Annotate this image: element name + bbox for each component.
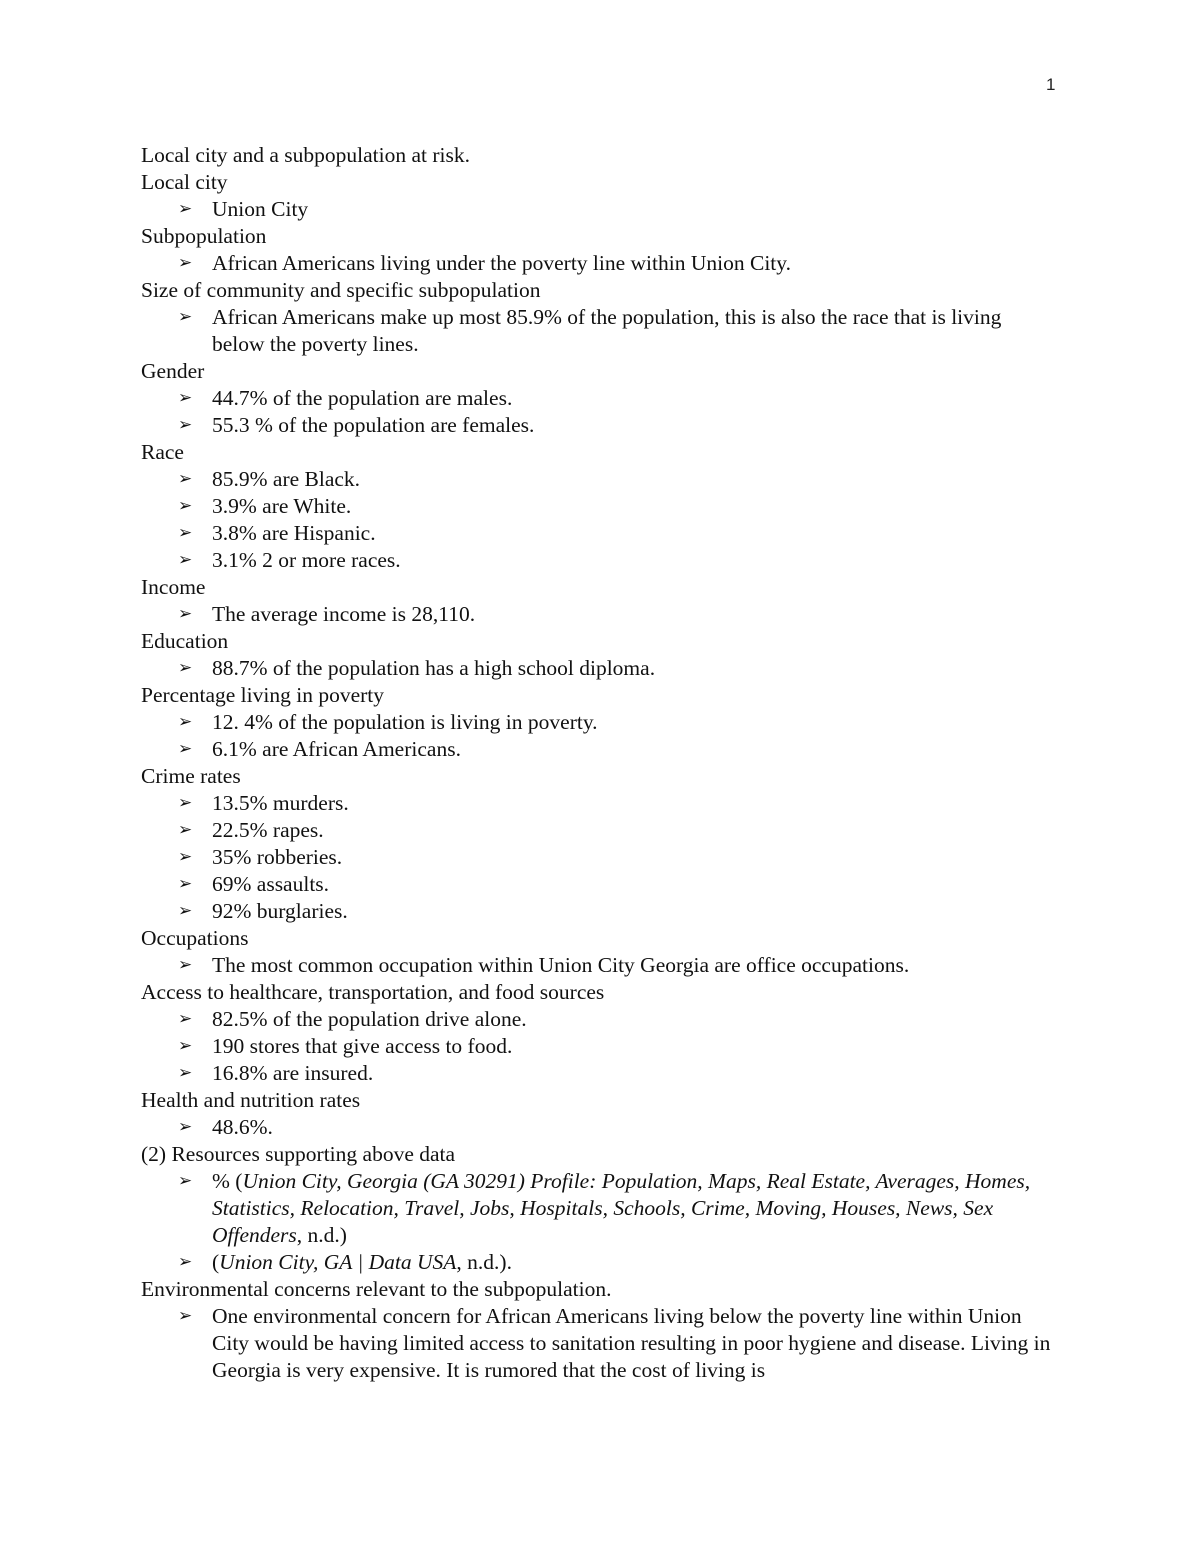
document-body (141, 142, 1051, 1384)
heading-race: Race (141, 440, 184, 464)
list-item: ➢ 88.7% of the population has a high school diploma. (178, 656, 656, 680)
reference-prefix: ( (212, 1250, 220, 1274)
heading-health: Health and nutrition rates (141, 1088, 361, 1112)
arrow-bullet-icon: ➢ (178, 1171, 193, 1191)
reference-prefix: % ( (212, 1169, 243, 1193)
arrow-bullet-icon: ➢ (178, 874, 193, 894)
arrow-bullet-icon: ➢ (178, 469, 193, 489)
list-item: ➢ 22.5% rapes. (178, 818, 324, 842)
list-item: ➢ 3.8% are Hispanic. (178, 521, 376, 545)
heading-subpopulation: Subpopulation (141, 224, 267, 248)
list-item: ➢ Union City (178, 197, 309, 221)
list-item: ➢ 3.9% are White. (178, 494, 352, 518)
document-title: Local city and a subpopulation at risk. (141, 143, 470, 167)
list-item: ➢ 69% assaults. (178, 872, 330, 896)
arrow-bullet-icon: ➢ (178, 1117, 193, 1137)
heading-poverty: Percentage living in poverty (141, 683, 384, 707)
list-item: ➢ 12. 4% of the population is living in poverty. (178, 710, 598, 734)
heading-crime: Crime rates (141, 764, 241, 788)
heading-access: Access to healthcare, transportation, and food sources (141, 980, 605, 1004)
arrow-bullet-icon: ➢ (178, 847, 193, 867)
arrow-bullet-icon: ➢ (178, 388, 193, 408)
list-item: ➢ 3.1% 2 or more races. (178, 548, 401, 572)
arrow-bullet-icon: ➢ (178, 793, 193, 813)
list-item: ➢ 55.3 % of the population are females. (178, 413, 535, 437)
heading-gender: Gender (141, 359, 205, 383)
arrow-bullet-icon: ➢ (178, 658, 193, 678)
list-item: ➢ 85.9% are Black. (178, 467, 361, 491)
list-item: ➢ 6.1% are African Americans. (178, 737, 461, 761)
arrow-bullet-icon: ➢ (178, 739, 193, 759)
list-item: ➢ 13.5% murders. (178, 791, 349, 815)
arrow-bullet-icon: ➢ (178, 415, 193, 435)
arrow-bullet-icon: ➢ (178, 523, 193, 543)
arrow-bullet-icon: ➢ (178, 901, 193, 921)
heading-income: Income (141, 575, 206, 599)
reference-title: Union City, GA | Data USA (219, 1250, 457, 1274)
list-item: ➢ African Americans make up most 85.9% of the population, this is also the race that is living below the poverty lines. (178, 305, 1002, 356)
arrow-bullet-icon: ➢ (178, 253, 193, 273)
list-item: ➢ 44.7% of the population are males. (178, 386, 513, 410)
heading-local-city: Local city (141, 170, 228, 194)
list-item: ➢ African Americans living under the poverty line within Union City. (178, 251, 791, 275)
heading-environment: Environmental concerns relevant to the subpopulation. (141, 1277, 612, 1301)
reference-suffix: , n.d.). (456, 1250, 512, 1274)
heading-occupations: Occupations (141, 926, 249, 950)
heading-size: Size of community and specific subpopulation (141, 278, 541, 302)
arrow-bullet-icon: ➢ (178, 1063, 193, 1083)
list-item: ➢ 92% burglaries. (178, 899, 348, 923)
arrow-bullet-icon: ➢ (178, 496, 193, 516)
list-item: ➢ The average income is 28,110. (178, 602, 476, 626)
reference-title: Union City, Georgia (GA 30291) Profile: Population, Maps, Real Estate, Averages, Homes, Statistics, Relocation, Travel, Jobs, Hospitals, Schools, Crime, Moving, Houses, News, Sex Offenders (212, 1169, 1031, 1247)
reference-item (141, 1249, 1051, 1276)
list-item: ➢ 82.5% of the population drive alone. (178, 1007, 527, 1031)
arrow-bullet-icon: ➢ (178, 1036, 193, 1056)
heading-education: Education (141, 629, 229, 653)
arrow-bullet-icon: ➢ (178, 1009, 193, 1029)
list-item: ➢ 35% robberies. (178, 845, 343, 869)
list-item: ➢ 16.8% are insured. (178, 1061, 374, 1085)
arrow-bullet-icon: ➢ (178, 712, 193, 732)
reference-suffix: , n.d.) (296, 1223, 347, 1247)
page-number: 1 (1046, 75, 1056, 94)
arrow-bullet-icon: ➢ (178, 550, 193, 570)
heading-resources: (2) Resources supporting above data (141, 1142, 456, 1166)
list-item: ➢ 48.6%. (178, 1115, 273, 1139)
arrow-bullet-icon: ➢ (178, 820, 193, 840)
list-item: ➢ 190 stores that give access to food. (178, 1034, 513, 1058)
reference-item (141, 1168, 1051, 1249)
list-item: ➢ The most common occupation within Union City Georgia are office occupations. (178, 953, 910, 977)
arrow-bullet-icon: ➢ (178, 955, 193, 975)
arrow-bullet-icon: ➢ (178, 604, 193, 624)
arrow-bullet-icon: ➢ (178, 1306, 193, 1326)
arrow-bullet-icon: ➢ (178, 1252, 193, 1272)
list-item: ➢ One environmental concern for African Americans living below the poverty line within Union City would be having limited access to sanitation resulting in poor hygiene and disease. Living in Georgia is very expensive. It is rumored that the cost of living is (178, 1304, 1051, 1382)
arrow-bullet-icon: ➢ (178, 307, 193, 327)
arrow-bullet-icon: ➢ (178, 199, 193, 219)
